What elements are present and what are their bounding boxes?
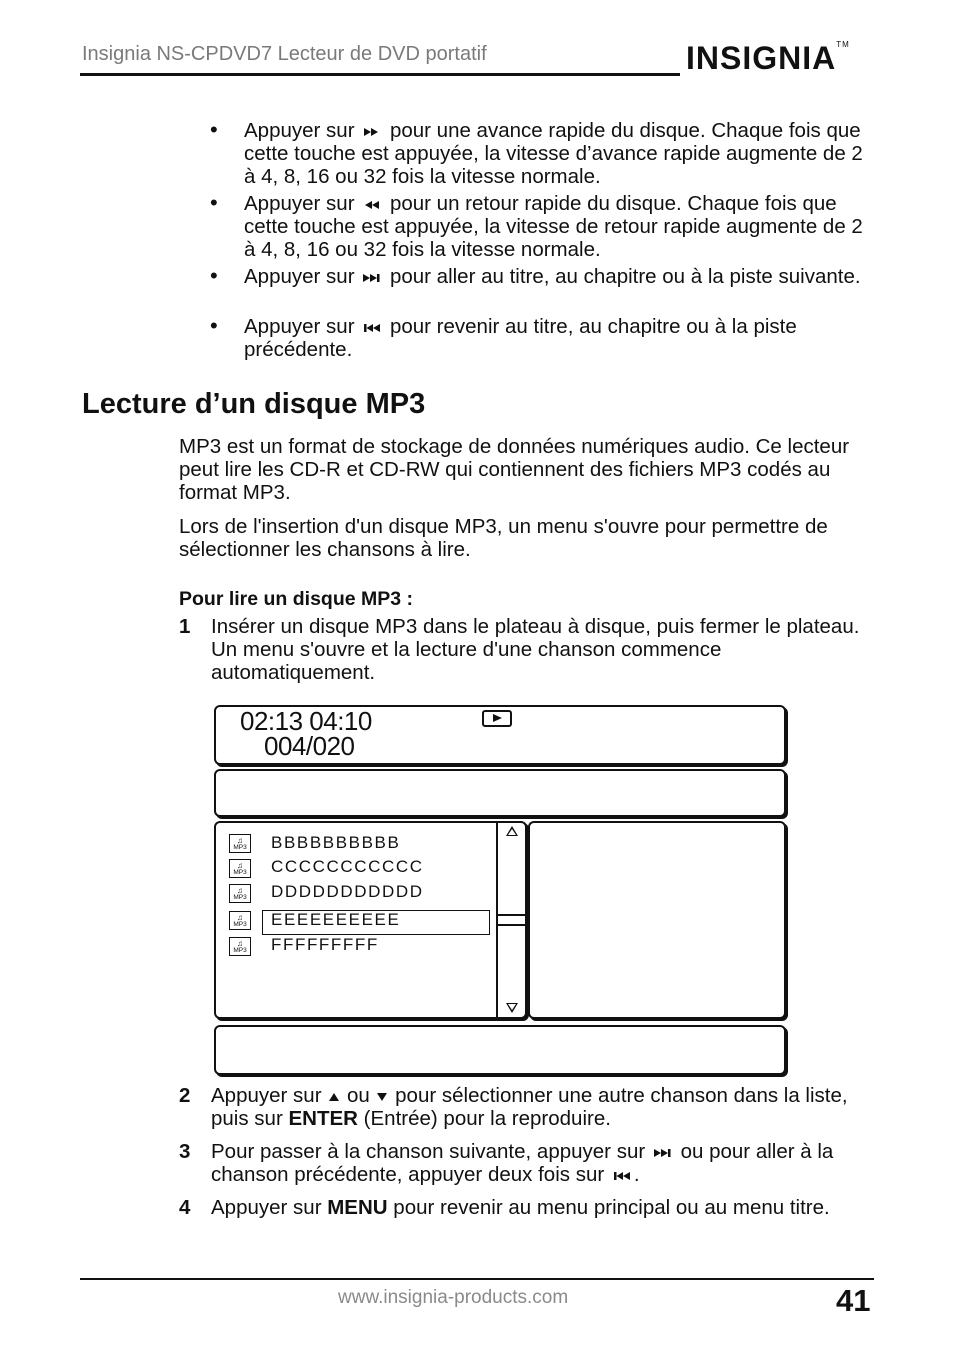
mp3-file-icon: ♫ MP3: [229, 937, 251, 956]
footer-rule: [80, 1278, 874, 1280]
down-arrow-icon: [375, 1091, 389, 1103]
step-number: 3: [179, 1140, 191, 1163]
header-title: Insignia NS-CPDVD7 Lecteur de DVD portatif: [82, 43, 487, 65]
step-number: 1: [179, 615, 191, 638]
page-number: 41: [836, 1283, 871, 1318]
bottom-panel: [214, 1025, 786, 1075]
bullet-dot: •: [210, 313, 218, 338]
step-text: Appuyer sur MENU pour revenir au menu principal ou au menu titre.: [211, 1196, 830, 1219]
step-text: Pour passer à la chanson suivante, appuyer sur ou pour aller à la chanson précédente, appuyer deux fois sur .: [211, 1140, 834, 1186]
skip-previous-icon: [610, 1169, 634, 1183]
bullet-item: Appuyer sur pour aller au titre, au chapitre ou à la piste suivante.: [244, 265, 861, 288]
fast-forward-icon: [360, 125, 384, 139]
section-title: Lecture d’un disque MP3: [82, 388, 426, 420]
file-list-item[interactable]: FFFFFFFFF: [271, 935, 379, 954]
step-text: Insérer un disque MP3 dans le plateau à disque, puis fermer le plateau. Un menu s'ouvre et la lecture d'une chanson commence automatiquement.: [211, 615, 860, 684]
bullet-item: Appuyer sur pour une avance rapide du disque. Chaque fois que cette touche est appuyée, la vitesse d’avance rapide augmente de 2 à 4, 8, 16 ou 32 fois la vitesse normale.: [244, 119, 863, 188]
scroll-thumb-bottom: [498, 924, 526, 926]
bullet-dot: •: [210, 263, 218, 288]
track-counter: 004/020: [264, 731, 355, 761]
bullet-item: Appuyer sur pour un retour rapide du disque. Chaque fois que cette touche est appuyée, la vitesse de retour rapide augmente de 2 à 4, 8, 16 ou 32 fois la vitesse normale.: [244, 192, 863, 261]
skip-previous-icon: [360, 321, 384, 335]
rewind-icon: [360, 198, 384, 212]
step-number: 2: [179, 1084, 191, 1107]
scrollbar[interactable]: [496, 822, 526, 1017]
logo-text: INSIGNIA: [686, 40, 837, 76]
bullet-dot: •: [210, 117, 218, 142]
up-arrow-icon: [327, 1091, 341, 1103]
scroll-thumb-top: [498, 914, 526, 916]
logo-trademark: TM: [836, 40, 850, 49]
file-list-item[interactable]: CCCCCCCCCCC: [271, 857, 424, 876]
info-panel: [214, 769, 786, 817]
preview-panel: [528, 821, 786, 1019]
bullet-item: Appuyer sur pour revenir au titre, au chapitre ou à la piste précédente.: [244, 315, 797, 361]
paragraph: MP3 est un format de stockage de données numériques audio. Ce lecteur peut lire les CD-R et CD-RW qui contiennent des fichiers MP3 codés au format MP3.: [179, 435, 850, 504]
procedure-heading: Pour lire un disque MP3 :: [179, 588, 414, 610]
playback-time: 02:13 04:10: [240, 706, 372, 736]
file-list-item[interactable]: BBBBBBBBBB: [271, 833, 401, 852]
mp3-file-icon: ♫ MP3: [229, 911, 251, 930]
scroll-down-arrow-icon[interactable]: [506, 1003, 518, 1013]
step-number: 4: [179, 1196, 191, 1219]
skip-next-icon: [360, 271, 384, 285]
file-list-item-selected[interactable]: EEEEEEEEEE: [271, 910, 401, 929]
footer-url[interactable]: www.insignia-products.com: [338, 1287, 569, 1308]
play-icon: [482, 710, 512, 727]
step-text: Appuyer sur ou pour sélectionner une autre chanson dans la liste, puis sur ENTER (Entrée) pour la reproduire.: [211, 1084, 848, 1130]
bullet-dot: •: [210, 190, 218, 215]
scroll-up-arrow-icon[interactable]: [506, 826, 518, 836]
skip-next-icon: [651, 1146, 675, 1160]
header-rule: [80, 73, 680, 76]
mp3-file-icon: ♫ MP3: [229, 859, 251, 878]
mp3-file-icon: ♫ MP3: [229, 884, 251, 903]
paragraph: Lors de l'insertion d'un disque MP3, un menu s'ouvre pour permettre de sélectionner les chansons à lire.: [179, 515, 828, 561]
mp3-file-icon: ♫ MP3: [229, 834, 251, 853]
insignia-logo: [686, 40, 850, 77]
file-list-item[interactable]: DDDDDDDDDDD: [271, 882, 424, 901]
